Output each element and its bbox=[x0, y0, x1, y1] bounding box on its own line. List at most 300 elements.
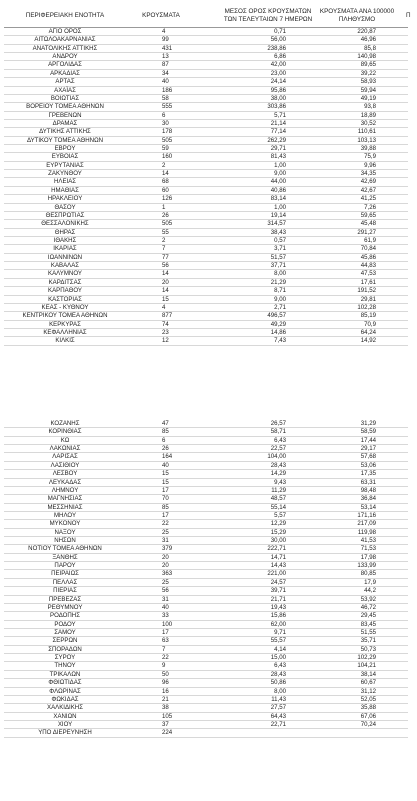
cell-cases: 33 bbox=[162, 612, 169, 620]
cell-region: ΑΧΑΪΑΣ bbox=[54, 86, 76, 94]
table-row bbox=[0, 679, 417, 687]
cell-per-100k: 63,31 bbox=[360, 478, 376, 486]
cell-average: 9,71 bbox=[274, 628, 286, 636]
cell-per-100k: 93,8 bbox=[364, 103, 376, 111]
cell-cases: 25 bbox=[162, 528, 169, 536]
table-row bbox=[0, 153, 417, 161]
cell-cases: 100 bbox=[162, 620, 173, 628]
cell-average: 9,43 bbox=[274, 478, 286, 486]
cell-per-100k: 18,89 bbox=[360, 111, 376, 119]
cell-per-100k: 98,48 bbox=[360, 486, 376, 494]
cell-average: 14,86 bbox=[270, 328, 286, 336]
cell-region: ΑΝΑΤΟΛΙΚΗΣ ΑΤΤΙΚΗΣ bbox=[32, 44, 98, 52]
cell-per-100k: 42,69 bbox=[360, 178, 376, 186]
cell-average: 3,71 bbox=[274, 245, 286, 253]
cell-per-100k: 41,53 bbox=[360, 537, 376, 545]
cell-region: ΧΙΟΥ bbox=[57, 720, 73, 728]
table-row bbox=[0, 304, 417, 312]
header-per-100k bbox=[310, 8, 404, 24]
cell-region: ΠΑΡΟΥ bbox=[54, 562, 76, 570]
table-row bbox=[0, 254, 417, 262]
cell-average: 62,00 bbox=[270, 620, 286, 628]
table-row bbox=[0, 612, 417, 620]
cell-per-100k: 52,05 bbox=[360, 695, 376, 703]
cell-cases: 87 bbox=[162, 61, 169, 69]
cell-cases: 15 bbox=[162, 478, 169, 486]
cell-region: ΕΥΒΟΙΑΣ bbox=[51, 153, 79, 161]
cell-region: ΚΟΖΑΝΗΣ bbox=[50, 420, 80, 427]
header-cut-off-column: Π bbox=[406, 12, 411, 19]
cell-cases: 15 bbox=[162, 470, 169, 478]
cell-average: 0,57 bbox=[274, 236, 286, 244]
cell-region: ΜΕΣΣΗΝΙΑΣ bbox=[47, 503, 83, 511]
cell-region: ΑΡΓΟΛΙΔΑΣ bbox=[48, 61, 82, 69]
cell-cases: 224 bbox=[162, 729, 173, 737]
cell-cases: 22 bbox=[162, 654, 169, 662]
table-row bbox=[0, 204, 417, 212]
cell-cases: 555 bbox=[162, 103, 173, 111]
table-row bbox=[0, 713, 417, 721]
cell-region: ΕΥΡΥΤΑΝΙΑΣ bbox=[46, 161, 84, 169]
cell-region: ΚΑΡΔΙΤΣΑΣ bbox=[48, 278, 82, 286]
cell-region: ΞΑΝΘΗΣ bbox=[52, 553, 78, 561]
table-row bbox=[0, 437, 417, 445]
table-row bbox=[0, 671, 417, 679]
cell-region: ΑΓΙΟ ΟΡΟΣ bbox=[48, 28, 82, 35]
cell-cases: 15 bbox=[162, 295, 169, 303]
table-row bbox=[0, 487, 417, 495]
cell-cases: 14 bbox=[162, 170, 169, 178]
cell-cases: 99 bbox=[162, 36, 169, 44]
cell-cases: 14 bbox=[162, 270, 169, 278]
header-per-100k-line1: ΚΡΟΥΣΜΑΤΑ ΑΝΑ 100000 bbox=[319, 8, 395, 15]
cell-average: 95,86 bbox=[270, 86, 286, 94]
cell-region: ΡΟΔΟΠΗΣ bbox=[50, 612, 80, 620]
cell-per-100k: 89,65 bbox=[360, 61, 376, 69]
cell-per-100k: 67,06 bbox=[360, 712, 376, 720]
table-row bbox=[0, 45, 417, 53]
cell-average: 81,43 bbox=[270, 153, 286, 161]
table-row bbox=[0, 170, 417, 178]
cell-average: 8,00 bbox=[274, 687, 286, 695]
cell-cases: 23 bbox=[162, 328, 169, 336]
cell-cases: 17 bbox=[162, 511, 169, 519]
cell-per-100k: 29,17 bbox=[360, 445, 376, 453]
table-row bbox=[0, 428, 417, 436]
table-row bbox=[0, 579, 417, 587]
cell-per-100k: 80,85 bbox=[360, 570, 376, 578]
cell-per-100k: 17,35 bbox=[360, 470, 376, 478]
cell-region: ΝΟΤΙΟΥ ΤΟΜΕΑ ΑΘΗΝΩΝ bbox=[28, 545, 102, 553]
cell-average: 314,57 bbox=[267, 220, 286, 228]
cell-region: ΣΥΡΟΥ bbox=[54, 654, 76, 662]
cell-average: 19,43 bbox=[270, 603, 286, 611]
cell-per-100k: 35,88 bbox=[360, 704, 376, 712]
header-region: ΠΕΡΙΦΕΡΕΙΑΚΗ ΕΝΟΤΗΤΑ bbox=[25, 12, 105, 19]
cell-region: ΦΘΙΩΤΙΔΑΣ bbox=[48, 679, 82, 687]
header-average-line2: ΤΩΝ ΤΕΛΕΥΤΑΙΩΝ 7 ΗΜΕΡΩΝ bbox=[223, 16, 313, 23]
cell-cases: 2 bbox=[162, 161, 166, 169]
cell-per-100k: 44,83 bbox=[360, 262, 376, 270]
cell-region: ΤΗΝΟΥ bbox=[54, 662, 76, 670]
table-body-bottom bbox=[0, 420, 417, 738]
cell-average: 77,14 bbox=[270, 128, 286, 136]
cell-average: 23,00 bbox=[270, 69, 286, 77]
cell-region: ΧΑΛΚΙΔΙΚΗΣ bbox=[47, 704, 83, 712]
cell-average: 38,00 bbox=[270, 94, 286, 102]
cell-cases: 56 bbox=[162, 262, 169, 270]
cell-average: 37,71 bbox=[270, 262, 286, 270]
cell-cases: 31 bbox=[162, 537, 169, 545]
cell-average: 496,57 bbox=[267, 312, 286, 320]
cell-region: ΛΕΥΚΑΔΑΣ bbox=[48, 478, 82, 486]
cell-cases: 164 bbox=[162, 453, 173, 461]
cell-per-100k: 85,8 bbox=[364, 44, 376, 52]
cell-average: 29,71 bbox=[270, 145, 286, 153]
cell-average: 6,43 bbox=[274, 436, 286, 444]
cell-per-100k: 102,29 bbox=[357, 654, 376, 662]
table-row bbox=[0, 145, 417, 153]
cell-region: ΔΡΑΜΑΣ bbox=[52, 119, 78, 127]
cell-per-100k: 60,67 bbox=[360, 679, 376, 687]
cell-cases: 70 bbox=[162, 495, 169, 503]
cell-region: ΙΚΑΡΙΑΣ bbox=[53, 245, 77, 253]
table-body-top bbox=[0, 28, 417, 346]
cell-cases: 160 bbox=[162, 153, 173, 161]
cell-per-100k: 58,59 bbox=[360, 428, 376, 436]
cell-average: 21,71 bbox=[270, 595, 286, 603]
cell-cases: 505 bbox=[162, 220, 173, 228]
cell-region: ΘΑΣΟΥ bbox=[54, 203, 76, 211]
cell-region: ΥΠΟ ΔΙΕΡΕΥΝΗΣΗ bbox=[38, 729, 92, 737]
cell-cases: 13 bbox=[162, 53, 169, 61]
table-row bbox=[0, 61, 417, 69]
cell-per-100k: 71,53 bbox=[360, 545, 376, 553]
table-row bbox=[0, 570, 417, 578]
cell-cases: 56 bbox=[162, 587, 169, 595]
cell-region: ΝΗΣΩΝ bbox=[54, 537, 76, 545]
cell-average: 4,14 bbox=[274, 645, 286, 653]
cell-cases: 47 bbox=[162, 420, 169, 427]
cell-per-100k: 29,81 bbox=[360, 295, 376, 303]
cell-cases: 126 bbox=[162, 195, 173, 203]
cell-average: 15,86 bbox=[270, 612, 286, 620]
cell-per-100k: 53,14 bbox=[360, 503, 376, 511]
cell-average: 11,43 bbox=[271, 695, 286, 703]
cell-per-100k: 14,92 bbox=[360, 337, 376, 345]
cell-region: ΑΡΤΑΣ bbox=[55, 78, 75, 86]
cell-per-100k: 30,52 bbox=[360, 119, 376, 127]
cell-cases: 26 bbox=[162, 211, 169, 219]
cell-average: 2,71 bbox=[274, 303, 286, 311]
cell-cases: 2 bbox=[162, 236, 166, 244]
cell-region: ΖΑΚΥΝΘΟΥ bbox=[48, 170, 82, 178]
table-row bbox=[0, 629, 417, 637]
table-row bbox=[0, 70, 417, 78]
cell-region: ΑΙΤΩΛΟΑΚΑΡΝΑΝΙΑΣ bbox=[34, 36, 96, 44]
cell-cases: 50 bbox=[162, 670, 169, 678]
cell-region: ΚΙΛΚΙΣ bbox=[55, 337, 75, 345]
table-row bbox=[0, 195, 417, 203]
table-row bbox=[0, 237, 417, 245]
table-row bbox=[0, 529, 417, 537]
cell-region: ΡΕΘΥΜΝΟΥ bbox=[47, 603, 83, 611]
cell-average: 8,71 bbox=[274, 287, 286, 295]
cell-cases: 21 bbox=[162, 695, 169, 703]
cell-region: ΚΕΡΚΥΡΑΣ bbox=[49, 320, 81, 328]
cell-cases: 20 bbox=[162, 562, 169, 570]
cell-region: ΘΕΣΠΡΩΤΙΑΣ bbox=[45, 211, 85, 219]
cell-average: 8,00 bbox=[274, 270, 286, 278]
cell-cases: 63 bbox=[162, 637, 169, 645]
cell-region: ΣΑΜΟΥ bbox=[54, 628, 76, 636]
cell-per-100k: 191,52 bbox=[357, 287, 376, 295]
cell-cases: 6 bbox=[162, 436, 166, 444]
table-row bbox=[0, 95, 417, 103]
cell-region: ΡΟΔΟΥ bbox=[54, 620, 76, 628]
cell-cases: 38 bbox=[162, 704, 169, 712]
cell-cases: 7 bbox=[162, 245, 166, 253]
cell-per-100k: 17,61 bbox=[360, 278, 376, 286]
cell-per-100k: 17,9 bbox=[364, 578, 376, 586]
cell-average: 58,71 bbox=[270, 428, 286, 436]
cell-average: 22,71 bbox=[270, 720, 286, 728]
table-row bbox=[0, 479, 417, 487]
cell-per-100k: 53,92 bbox=[360, 595, 376, 603]
table-row bbox=[0, 53, 417, 61]
cell-region: ΛΑΚΩΝΙΑΣ bbox=[49, 445, 81, 453]
cell-per-100k: 41,25 bbox=[360, 195, 376, 203]
cell-average: 24,57 bbox=[270, 578, 286, 586]
header-average bbox=[214, 8, 322, 24]
cell-cases: 105 bbox=[162, 712, 173, 720]
cell-region: ΘΕΣΣΑΛΟΝΙΚΗΣ bbox=[41, 220, 89, 228]
table-row bbox=[0, 220, 417, 228]
cell-cases: 877 bbox=[162, 312, 173, 320]
cell-region: ΠΕΙΡΑΙΩΣ bbox=[51, 570, 79, 578]
cell-region: ΔΥΤΙΚΟΥ ΤΟΜΕΑ ΑΘΗΝΩΝ bbox=[26, 136, 104, 144]
cell-region: ΣΠΟΡΑΔΩΝ bbox=[48, 645, 82, 653]
table-row bbox=[0, 28, 417, 36]
table-row bbox=[0, 704, 417, 712]
cell-region: ΠΡΕΒΕΖΑΣ bbox=[48, 595, 82, 603]
table-row bbox=[0, 445, 417, 453]
cell-region: ΚΕΝΤΡΙΚΟΥ ΤΟΜΕΑ ΑΘΗΝΩΝ bbox=[22, 312, 108, 320]
cell-cases: 55 bbox=[162, 228, 169, 236]
table-row bbox=[0, 296, 417, 304]
cell-per-100k: 47,53 bbox=[360, 270, 376, 278]
cell-average: 48,57 bbox=[270, 495, 286, 503]
cell-average: 28,43 bbox=[270, 670, 286, 678]
table-row bbox=[0, 562, 417, 570]
cell-average: 9,00 bbox=[274, 295, 286, 303]
cell-cases: 17 bbox=[162, 486, 169, 494]
cell-per-100k: 59,65 bbox=[360, 211, 376, 219]
header-per-100k-line2: ΠΛΗΘΥΣΜΟ bbox=[338, 16, 376, 23]
cell-cases: 379 bbox=[162, 545, 173, 553]
cell-region: ΗΡΑΚΛΕΙΟΥ bbox=[47, 195, 83, 203]
cell-per-100k: 45,86 bbox=[360, 253, 376, 261]
cell-cases: 77 bbox=[162, 253, 169, 261]
cell-average: 27,57 bbox=[270, 704, 286, 712]
cell-average: 55,14 bbox=[270, 503, 286, 511]
cell-region: ΚΕΦΑΛΛΗΝΙΑΣ bbox=[43, 328, 87, 336]
cell-per-100k: 35,71 bbox=[360, 637, 376, 645]
cell-region: ΛΗΜΝΟΥ bbox=[51, 486, 79, 494]
cell-average: 28,43 bbox=[270, 461, 286, 469]
cell-average: 42,00 bbox=[270, 61, 286, 69]
table-row bbox=[0, 279, 417, 287]
table-row bbox=[0, 321, 417, 329]
cell-per-100k: 50,73 bbox=[360, 645, 376, 653]
cell-average: 40,86 bbox=[270, 186, 286, 194]
table-row bbox=[0, 637, 417, 645]
cell-per-100k: 7,26 bbox=[364, 203, 376, 211]
cell-per-100k: 29,45 bbox=[360, 612, 376, 620]
table-row bbox=[0, 696, 417, 704]
cell-cases: 4 bbox=[162, 28, 166, 35]
cell-average: 56,00 bbox=[270, 36, 286, 44]
cell-per-100k: 133,99 bbox=[357, 562, 376, 570]
cell-cases: 12 bbox=[162, 337, 169, 345]
table-row bbox=[0, 178, 417, 186]
table-row bbox=[0, 504, 417, 512]
cell-average: 221,00 bbox=[267, 570, 286, 578]
cell-region: ΓΡΕΒΕΝΩΝ bbox=[48, 111, 82, 119]
cell-per-100k: 70,24 bbox=[360, 720, 376, 728]
cell-average: 55,57 bbox=[270, 637, 286, 645]
cell-cases: 74 bbox=[162, 320, 169, 328]
cell-region: ΘΗΡΑΣ bbox=[54, 228, 76, 236]
cell-region: ΙΘΑΚΗΣ bbox=[53, 236, 77, 244]
cell-average: 21,29 bbox=[270, 278, 286, 286]
cell-average: 303,86 bbox=[267, 103, 286, 111]
cell-cases: 68 bbox=[162, 178, 169, 186]
cell-average: 1,00 bbox=[274, 161, 286, 169]
cell-per-100k: 39,22 bbox=[360, 69, 376, 77]
cell-per-100k: 45,48 bbox=[360, 220, 376, 228]
cell-cases: 363 bbox=[162, 570, 173, 578]
cell-region: ΜΑΓΝΗΣΙΑΣ bbox=[47, 495, 83, 503]
cell-cases: 30 bbox=[162, 119, 169, 127]
cell-average: 222,71 bbox=[267, 545, 286, 553]
cell-cases: 85 bbox=[162, 428, 169, 436]
cell-cases: 186 bbox=[162, 86, 173, 94]
cell-region: ΚΑΛΥΜΝΟΥ bbox=[48, 270, 82, 278]
table-row bbox=[0, 262, 417, 270]
cell-region: ΚΑΣΤΟΡΙΑΣ bbox=[48, 295, 82, 303]
cell-average: 11,29 bbox=[271, 486, 286, 494]
cell-average: 14,71 bbox=[270, 553, 286, 561]
cell-per-100k: 171,16 bbox=[357, 511, 376, 519]
table-row bbox=[0, 453, 417, 461]
table-row bbox=[0, 495, 417, 503]
cell-average: 5,71 bbox=[274, 111, 286, 119]
cell-region: ΚΟΡΙΝΘΙΑΣ bbox=[48, 428, 82, 436]
cell-average: 64,43 bbox=[270, 712, 286, 720]
cell-cases: 17 bbox=[162, 628, 169, 636]
cell-per-100k: 39,88 bbox=[360, 145, 376, 153]
table-row bbox=[0, 420, 417, 428]
table-row bbox=[0, 596, 417, 604]
cell-region: ΙΩΑΝΝΙΝΩΝ bbox=[47, 253, 83, 261]
cell-average: 5,57 bbox=[274, 511, 286, 519]
table-row bbox=[0, 270, 417, 278]
cell-cases: 9 bbox=[162, 662, 166, 670]
table-row bbox=[0, 646, 417, 654]
cell-region: ΤΡΙΚΑΛΩΝ bbox=[49, 670, 81, 678]
cell-average: 0,71 bbox=[274, 28, 286, 35]
cell-region: ΒΟΙΩΤΙΑΣ bbox=[50, 94, 80, 102]
cell-per-100k: 31,12 bbox=[360, 687, 376, 695]
cell-per-100k: 17,44 bbox=[360, 436, 376, 444]
table-row bbox=[0, 78, 417, 86]
cell-region: ΣΕΡΡΩΝ bbox=[52, 637, 78, 645]
table-row bbox=[0, 329, 417, 337]
cell-cases: 1 bbox=[162, 203, 166, 211]
cell-region: ΗΜΑΘΙΑΣ bbox=[51, 186, 79, 194]
cell-region: ΝΑΞΟΥ bbox=[54, 528, 76, 536]
table-row bbox=[0, 36, 417, 44]
cell-cases: 37 bbox=[162, 720, 169, 728]
cell-average: 51,57 bbox=[270, 253, 286, 261]
cell-average: 9,00 bbox=[274, 170, 286, 178]
table-row bbox=[0, 162, 417, 170]
cell-average: 15,00 bbox=[270, 654, 286, 662]
cell-cases: 178 bbox=[162, 128, 173, 136]
cell-per-100k: 217,09 bbox=[357, 520, 376, 528]
cell-cases: 34 bbox=[162, 69, 169, 77]
table-row bbox=[0, 662, 417, 670]
cell-cases: 40 bbox=[162, 78, 169, 86]
cell-cases: 40 bbox=[162, 603, 169, 611]
cell-cases: 7 bbox=[162, 645, 166, 653]
cell-per-100k: 58,93 bbox=[360, 78, 376, 86]
cell-average: 49,29 bbox=[270, 320, 286, 328]
cell-per-100k: 49,19 bbox=[360, 94, 376, 102]
header-cases: ΚΡΟΥΣΜΑΤΑ bbox=[142, 12, 180, 19]
cell-region: ΛΑΡΙΣΑΣ bbox=[52, 453, 78, 461]
cell-per-100k: 70,9 bbox=[364, 320, 376, 328]
cell-region: ΛΑΣΙΘΙΟΥ bbox=[50, 461, 80, 469]
cell-cases: 16 bbox=[162, 687, 169, 695]
table-row bbox=[0, 537, 417, 545]
cell-cases: 505 bbox=[162, 136, 173, 144]
cell-cases: 22 bbox=[162, 520, 169, 528]
cell-per-100k: 17,98 bbox=[360, 553, 376, 561]
cell-cases: 20 bbox=[162, 278, 169, 286]
cell-average: 38,43 bbox=[270, 228, 286, 236]
table-row bbox=[0, 128, 417, 136]
cell-per-100k: 53,06 bbox=[360, 461, 376, 469]
table-row bbox=[0, 312, 417, 320]
cell-cases: 58 bbox=[162, 94, 169, 102]
cell-region: ΧΑΝΙΩΝ bbox=[53, 712, 77, 720]
cell-average: 19,14 bbox=[270, 211, 286, 219]
cell-per-100k: 140,98 bbox=[357, 53, 376, 61]
cell-average: 1,00 bbox=[274, 203, 286, 211]
cell-average: 262,29 bbox=[267, 136, 286, 144]
cell-region: ΒΟΡΕΙΟΥ ΤΟΜΕΑ ΑΘΗΝΩΝ bbox=[26, 103, 104, 111]
cell-region: ΦΩΚΙΔΑΣ bbox=[51, 695, 79, 703]
cell-average: 104,00 bbox=[267, 453, 286, 461]
cell-cases: 6 bbox=[162, 111, 166, 119]
cell-per-100k: 110,61 bbox=[357, 128, 376, 136]
cell-region: ΗΛΕΙΑΣ bbox=[53, 178, 77, 186]
cell-per-100k: 57,68 bbox=[360, 453, 376, 461]
cell-cases: 40 bbox=[162, 461, 169, 469]
cell-per-100k: 9,96 bbox=[364, 161, 376, 169]
